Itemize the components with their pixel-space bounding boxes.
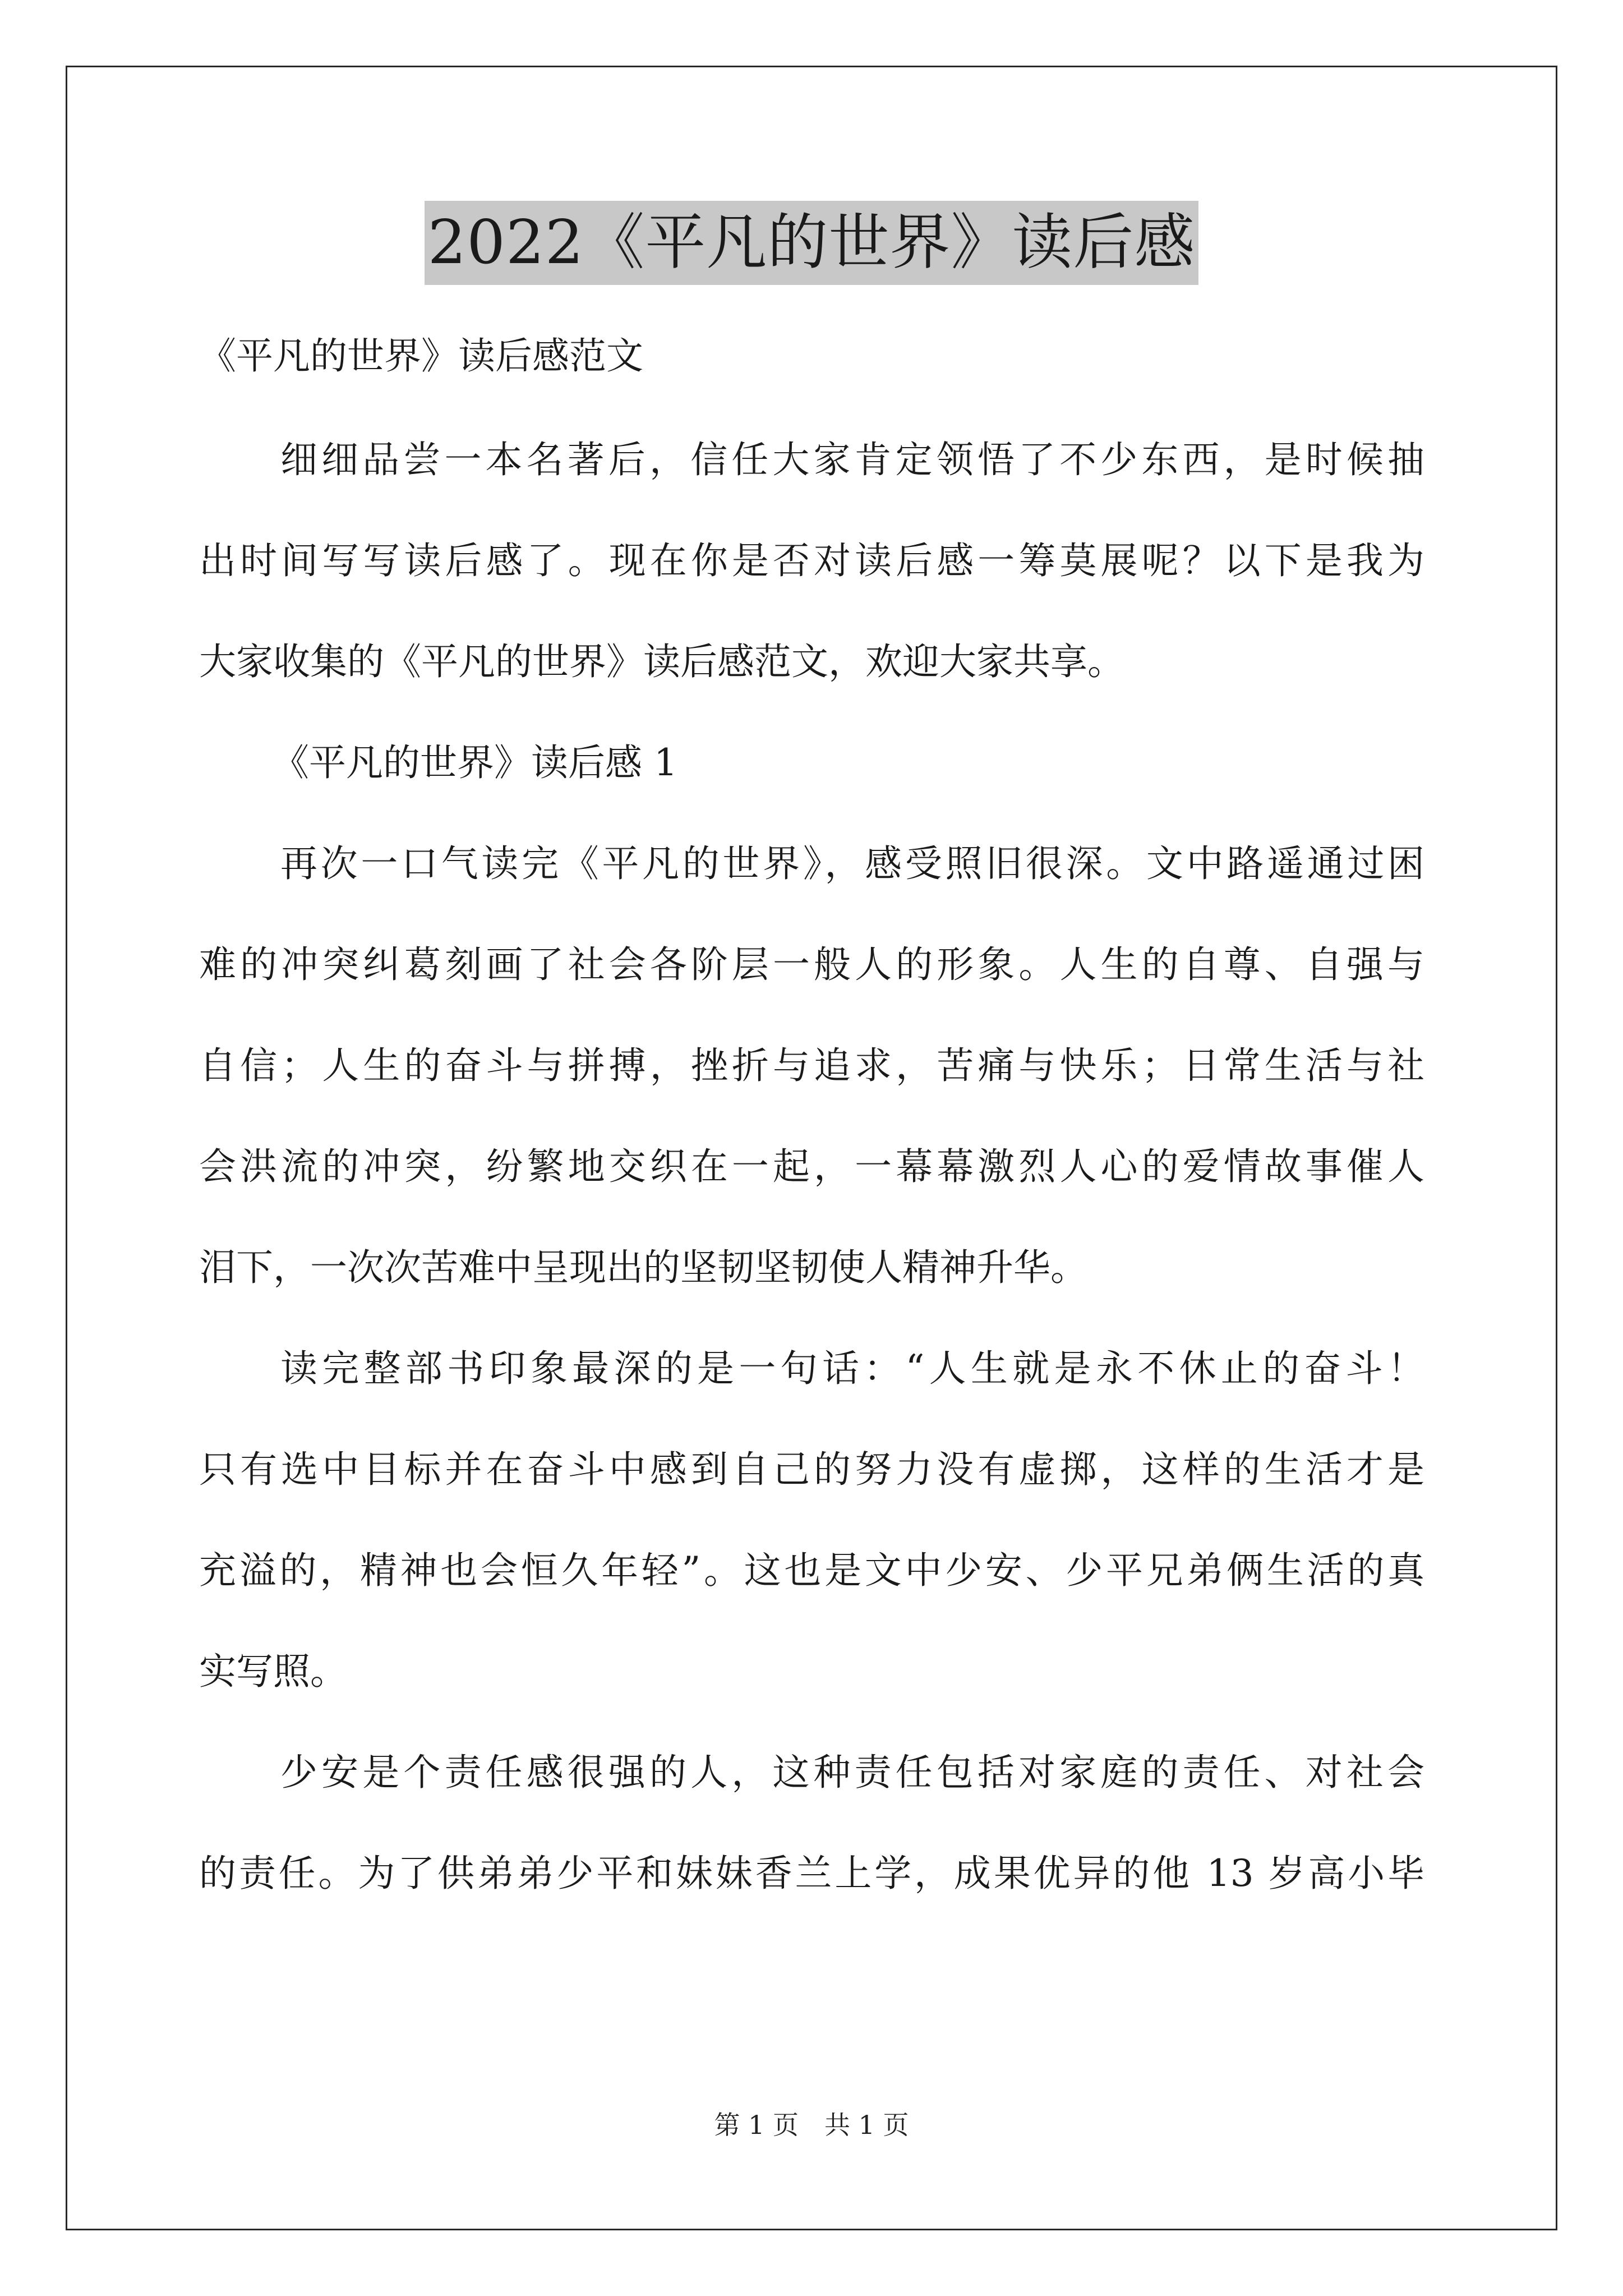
paragraph-line: 难的冲突纠葛刻画了社会各阶层一般人的形象。人生的自尊、自强与	[199, 943, 1424, 986]
paragraph-line: 的责任。为了供弟弟少平和妹妹香兰上学，成果优异的他 13 岁高小毕	[199, 1852, 1424, 1895]
paragraph-line: 少安是个责任感很强的人，这种责任包括对家庭的责任、对社会	[280, 1751, 1424, 1794]
paragraph-line: 实写照。	[199, 1650, 347, 1693]
paragraph-line: 出时间写写读后感了。现在你是否对读后感一筹莫展呢？以下是我为	[199, 539, 1424, 582]
paragraph-line: 自信；人生的奋斗与拼搏，挫折与追求，苦痛与快乐；日常生活与社	[199, 1044, 1424, 1087]
paragraph-line: 再次一口气读完《平凡的世界》，感受照旧很深。文中路遥通过困	[280, 842, 1424, 885]
document-subtitle: 《平凡的世界》读后感范文	[199, 334, 643, 378]
document-title: 2022《平凡的世界》读后感	[425, 201, 1199, 285]
paragraph-line: 读完整部书印象最深的是一句话：“人生就是永不休止的奋斗！	[280, 1347, 1424, 1390]
title-container	[0, 201, 1623, 285]
paragraph-line: 大家收集的《平凡的世界》读后感范文，欢迎大家共享。	[199, 640, 1124, 683]
paragraph-line: 充溢的，精神也会恒久年轻”。这也是文中少安、少平兄弟俩生活的真	[199, 1549, 1424, 1592]
section-heading: 《平凡的世界》读后感 1	[272, 741, 677, 784]
paragraph-line: 会洪流的冲突，纷繁地交织在一起，一幕幕激烈人心的爱情故事催人	[199, 1145, 1424, 1188]
paragraph-line: 细细品尝一本名著后，信任大家肯定领悟了不少东西，是时候抽	[280, 438, 1424, 481]
paragraph-line: 泪下，一次次苦难中呈现出的坚韧坚韧使人精神升华。	[199, 1246, 1087, 1289]
paragraph-line: 只有选中目标并在奋斗中感到自己的努力没有虚掷，这样的生活才是	[199, 1448, 1424, 1491]
page-number-footer: 第 1 页 共 1 页	[714, 2110, 909, 2140]
